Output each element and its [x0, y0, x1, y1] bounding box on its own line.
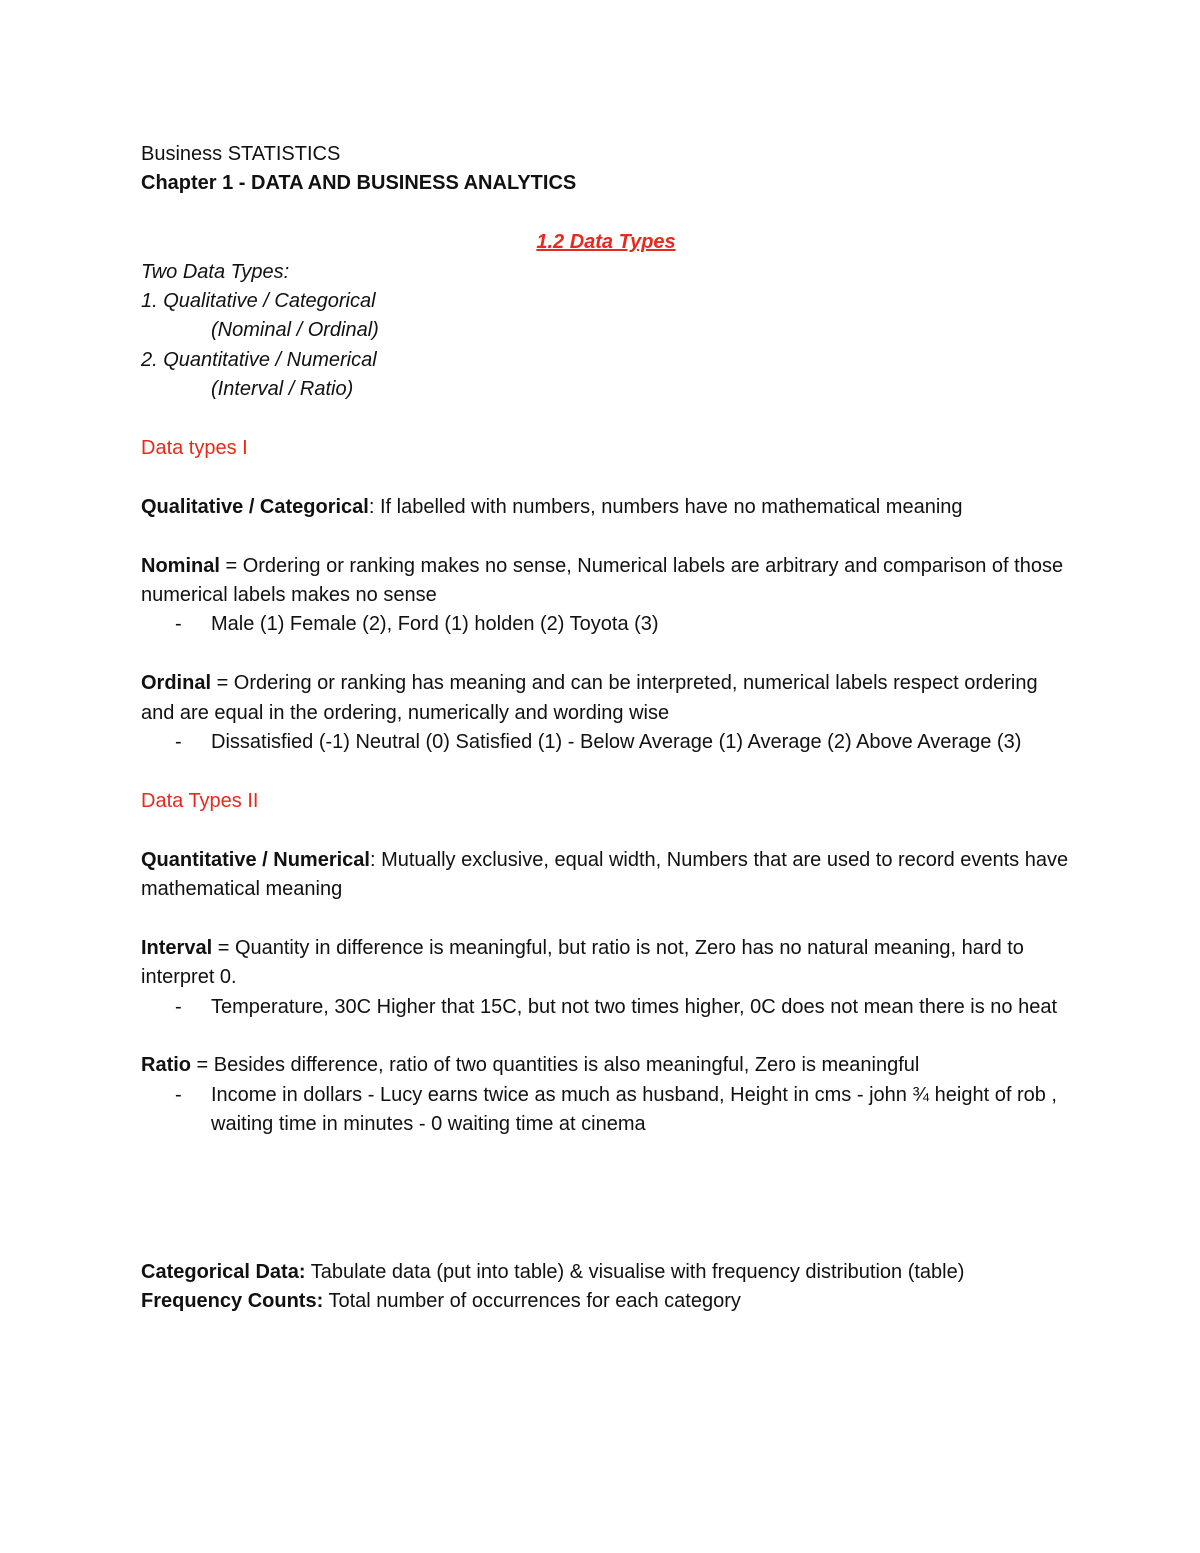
qualitative-definition — [141, 493, 1071, 522]
frequency-term: Frequency Counts: — [141, 1290, 324, 1313]
nominal-text: = Ordering or ranking makes no sense, Numerical labels are arbitrary and comparison of those numerical labels makes no sense — [141, 554, 1064, 607]
data-types-2-heading: Data Types II — [141, 789, 259, 812]
quantitative-text: : Mutually exclusive, equal width, Numbers that are used to record events have mathematical meaning — [141, 848, 1069, 901]
intro-item-2: 2. Quantitative / Numerical — [141, 348, 377, 371]
document-page — [141, 140, 1071, 1316]
nominal-term: Nominal — [141, 554, 220, 577]
categorical-definition — [141, 1258, 1071, 1287]
ratio-term: Ratio — [141, 1054, 191, 1077]
qualitative-term: Qualitative / Categorical — [141, 495, 369, 518]
ordinal-definition — [141, 669, 1071, 728]
intro-item-1-sub: (Nominal / Ordinal) — [211, 319, 379, 342]
ratio-example-text: Income in dollars - Lucy earns twice as much as husband, Height in cms - john ¾ height of rob , waiting time in minutes - 0 waiting time at cinema — [211, 1083, 1057, 1136]
ratio-text: = Besides difference, ratio of two quantities is also meaningful, Zero is meaningful — [191, 1054, 920, 1077]
chapter-title: Chapter 1 - DATA AND BUSINESS ANALYTICS — [141, 172, 577, 195]
categorical-term: Categorical Data: — [141, 1260, 306, 1283]
nominal-definition — [141, 552, 1071, 611]
nominal-example-text: Male (1) Female (2), Ford (1) holden (2) Toyota (3) — [211, 613, 659, 636]
bullet-dash: - — [175, 731, 182, 754]
frequency-text: Total number of occurrences for each category — [323, 1290, 741, 1313]
frequency-definition — [141, 1287, 1071, 1316]
ordinal-example-text: Dissatisfied (-1) Neutral (0) Satisfied (1) - Below Average (1) Average (2) Above Average (3) — [211, 731, 1022, 754]
bullet-dash: - — [175, 1083, 182, 1106]
course-title: Business STATISTICS — [141, 143, 341, 165]
intro-item-2-sub: (Interval / Ratio) — [211, 378, 354, 401]
ratio-example — [141, 1081, 1071, 1140]
section-title-wrapper — [141, 228, 1071, 257]
bullet-dash: - — [175, 613, 182, 636]
ordinal-term: Ordinal — [141, 672, 212, 695]
interval-definition — [141, 934, 1071, 993]
interval-text: = Quantity in difference is meaningful, but ratio is not, Zero has no natural meaning, hard to interpret 0. — [141, 936, 1024, 989]
ordinal-example — [141, 728, 1071, 757]
intro-item-1: 1. Qualitative / Categorical — [141, 290, 376, 313]
bullet-dash: - — [175, 995, 182, 1018]
data-types-1-heading: Data types I — [141, 437, 248, 460]
categorical-text: Tabulate data (put into table) & visualise with frequency distribution (table) — [305, 1260, 965, 1283]
intro-heading: Two Data Types: — [141, 260, 290, 283]
quantitative-term: Quantitative / Numerical — [141, 848, 370, 871]
interval-example — [141, 993, 1071, 1022]
ratio-definition — [141, 1051, 1071, 1080]
nominal-example — [141, 610, 1071, 639]
quantitative-definition — [141, 846, 1071, 905]
qualitative-text: : If labelled with numbers, numbers have no mathematical meaning — [368, 495, 963, 518]
ordinal-text: = Ordering or ranking has meaning and can be interpreted, numerical labels respect ordering and are equal in the ordering, numerically and wording wise — [141, 672, 1038, 724]
interval-example-text: Temperature, 30C Higher that 15C, but not two times higher, 0C does not mean there is no heat — [211, 995, 1058, 1018]
section-title: 1.2 Data Types — [536, 231, 676, 254]
interval-term: Interval — [141, 936, 213, 959]
